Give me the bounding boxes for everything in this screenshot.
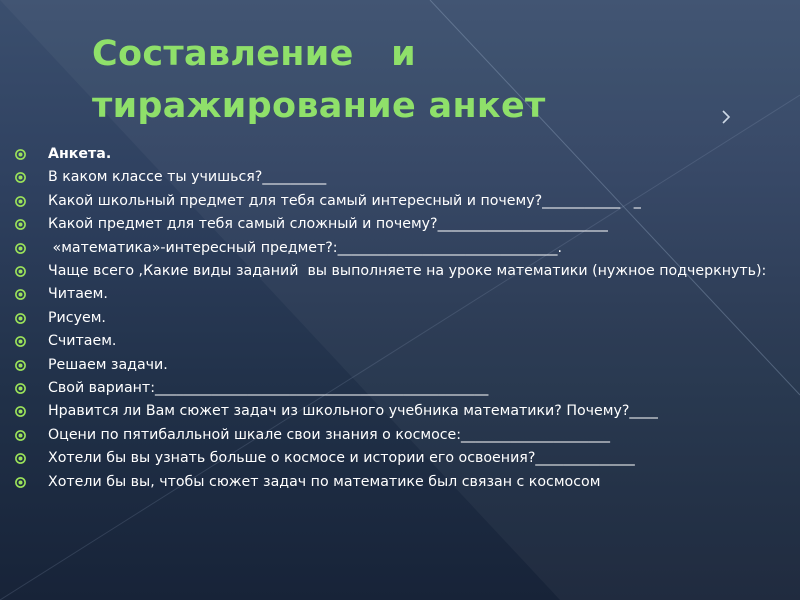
circle-bullet-icon (14, 405, 27, 418)
circle-bullet-icon (14, 359, 27, 372)
circle-bullet-icon (14, 148, 27, 161)
list-item-text: Какой предмет для тебя самый сложный и почему?________________________ (48, 216, 608, 233)
list-item-text: Решаем задачи. (48, 356, 168, 373)
list-item (14, 447, 784, 470)
list-item (14, 283, 784, 306)
list-item-text: Хотели бы вы, чтобы сюжет задач по математике был связан с космосом (48, 473, 601, 490)
list-item (14, 354, 784, 377)
circle-bullet-icon (14, 195, 27, 208)
circle-bullet-icon (14, 265, 27, 278)
circle-bullet-icon (14, 452, 27, 465)
list-item (14, 190, 784, 213)
circle-bullet-icon (14, 335, 27, 348)
list-item-text: Читаем. (48, 286, 108, 303)
circle-bullet-icon (14, 171, 27, 184)
slide-title-line-2: тиражирование анкет (92, 86, 546, 126)
circle-bullet-icon (14, 429, 27, 442)
circle-bullet-icon (14, 218, 27, 231)
circle-bullet-icon (14, 288, 27, 301)
list-item-text: Оцени по пятибалльной шкале свои знания о космосе:_____________________ (48, 426, 611, 443)
list-item-text: Хотели бы вы узнать больше о космосе и истории его освоения?______________ (48, 450, 635, 467)
list-item-text: Анкета. (48, 146, 112, 162)
list-item-text: Какой школьный предмет для тебя самый интересный и почему?___________ _ (48, 192, 641, 209)
questionnaire-list (14, 143, 784, 494)
circle-bullet-icon (14, 476, 27, 489)
list-item (14, 424, 784, 447)
list-item (14, 213, 784, 236)
list-item (14, 471, 784, 494)
circle-bullet-icon (14, 382, 27, 395)
list-item-text: Чаще всего ,Какие виды заданий вы выполняете на уроке математики (нужное подчеркнуть): (48, 263, 767, 280)
list-item-text: В каком классе ты учишься?_________ (48, 169, 327, 186)
list-item (14, 237, 784, 260)
slide-title-line-1: Составление и (92, 34, 416, 74)
list-item-text: Свой вариант:_______________________________________________ (48, 380, 489, 397)
list-item (14, 400, 784, 423)
circle-bullet-icon (14, 242, 27, 255)
list-item (14, 143, 784, 166)
list-item-text: Рисуем. (48, 309, 106, 326)
list-item-text: Считаем. (48, 333, 117, 350)
list-item (14, 166, 784, 189)
slide-title (92, 28, 772, 132)
list-item (14, 377, 784, 400)
list-item (14, 307, 784, 330)
list-item-text: Нравится ли Вам сюжет задач из школьного учебника математики? Почему?____ (48, 403, 658, 420)
list-item-text: «математика»-интересный предмет?:_______________________________. (48, 239, 563, 256)
list-item (14, 260, 784, 283)
list-item (14, 330, 784, 353)
circle-bullet-icon (14, 312, 27, 325)
